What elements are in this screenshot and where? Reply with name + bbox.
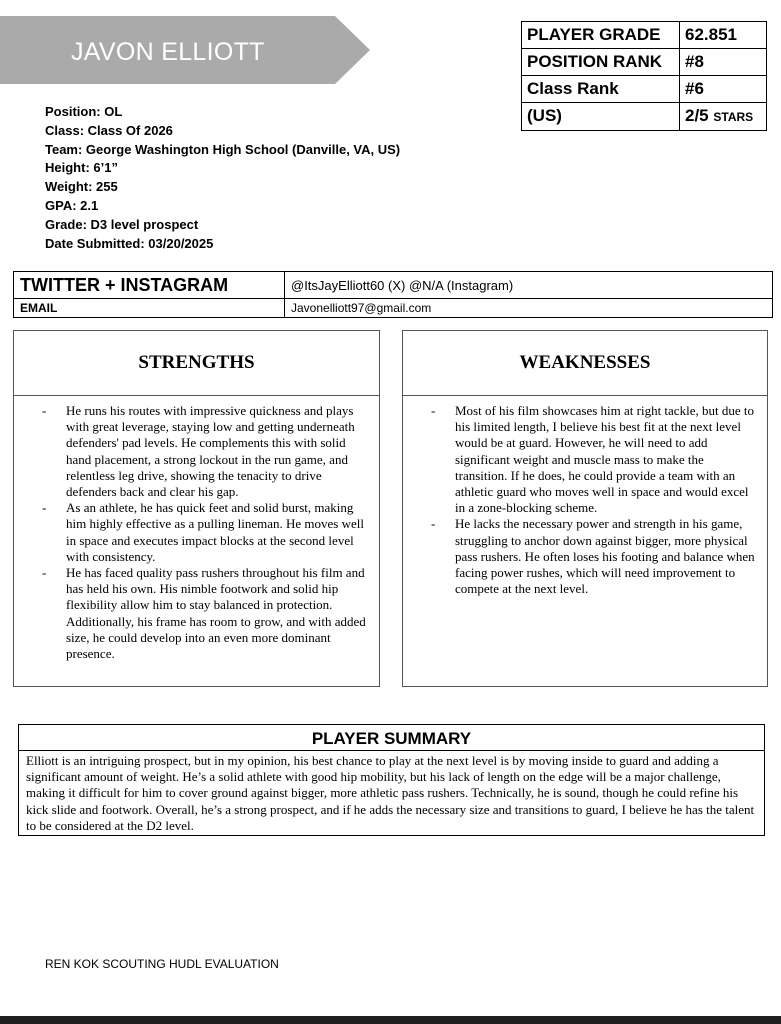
twitter-value[interactable]: @ItsJayElliott60 (X) @N/A (Instagram)	[285, 272, 773, 299]
grade-label: Class Rank	[522, 76, 680, 103]
info-date-submitted: Date Submitted: 03/20/2025	[45, 235, 214, 251]
grade-value: #6	[680, 76, 767, 103]
weaknesses-box	[402, 330, 768, 687]
social-table	[13, 271, 773, 318]
grade-row-player-grade	[522, 22, 767, 49]
email-value[interactable]: Javonelliott97@gmail.com	[285, 299, 773, 318]
summary-text: Elliott is an intriguing prospect, but in my opinion, his best chance to play at the next level is by moving inside to guard and adding a significant amount of weight. He’s a solid athlete with good hip mobility, but his lack of length on the edge will be a major challenge, making it difficult for him to cover ground against bigger, more athletic pass rushers. Technically, he is sound, though he could refine his kick slide and footwork. Overall, he’s a strong prospect, and if he adds the necessary size and transitions to guard, I believe he has the talent to be considered at the D2 level.	[18, 750, 765, 836]
weakness-item: - Most of his film showcases him at right tackle, but due to his limited length, I believe his best fit at the next level would be at guard. However, he will need to add significant weight and muscle mass to make the transition. If he does, he could provide a team with an athletic guard who moves well in space and would excel in a zone-blocking scheme.	[418, 403, 757, 516]
grade-value-cell	[680, 103, 767, 131]
strength-item: - He has faced quality pass rushers throughout his film and has held his own. His nimble footwork and solid hip flexibility allow him to stay balanced in protection. Additionally, his frame has room to grow, and with added size, he could develop into an even more dominant presence.	[29, 565, 369, 662]
player-info	[45, 103, 400, 253]
bottom-bar	[0, 1016, 781, 1024]
weaknesses-title: WEAKNESSES	[403, 331, 767, 396]
grade-row-class-rank	[522, 76, 767, 103]
info-height: Height: 6’1”	[45, 160, 118, 176]
social-row-email	[14, 299, 773, 318]
grade-row-position-rank	[522, 49, 767, 76]
grade-row-stars	[522, 103, 767, 131]
info-class: Class: Class Of 2026	[45, 122, 173, 138]
stars-unit: STARS	[713, 110, 754, 124]
info-weight: Weight: 255	[45, 179, 118, 195]
info-gpa: GPA: 2.1	[45, 197, 99, 213]
info-position: Position: OL	[45, 104, 123, 119]
summary-title: PLAYER SUMMARY	[18, 724, 765, 750]
twitter-label: TWITTER + INSTAGRAM	[14, 272, 285, 299]
weakness-item: - He lacks the necessary power and strength in his game, struggling to anchor down against bigger, more physical pass rushers. He often loses his footing and balance when facing power rushes, which will need improvement to compete at the next level.	[418, 516, 757, 597]
weaknesses-list	[403, 396, 767, 597]
grade-table	[521, 21, 767, 131]
strength-item: - He runs his routes with impressive quickness and plays with great leverage, staying low and getting underneath defenders' pad levels. He complements this with solid hand placement, a strong lockout in the run game, and relentless leg drive, showing the tenacity to drive defenders back and clear his gap.	[29, 403, 369, 500]
grade-value: #8	[680, 49, 767, 76]
grade-label: POSITION RANK	[522, 49, 680, 76]
grade-value: 62.851	[680, 22, 767, 49]
grade-label: (US)	[522, 103, 680, 131]
info-team: Team: George Washington High School (Danville, VA, US)	[45, 141, 401, 157]
stars-value: 2/5	[685, 106, 709, 125]
footer-credit: REN KOK SCOUTING HUDL EVALUATION	[45, 957, 279, 971]
strength-item: - As an athlete, he has quick feet and solid burst, making him highly effective as a pulling lineman. He moves well in space and executes impact blocks at the second level with consistency.	[29, 500, 369, 565]
grade-label: PLAYER GRADE	[522, 22, 680, 49]
email-label: EMAIL	[14, 299, 285, 318]
player-name: JAVON ELLIOTT	[71, 38, 265, 66]
info-grade: Grade: D3 level prospect	[45, 216, 199, 232]
strengths-box	[13, 330, 380, 687]
strengths-title: STRENGTHS	[14, 331, 379, 396]
strengths-list	[14, 396, 379, 662]
social-row-twitter	[14, 272, 773, 299]
